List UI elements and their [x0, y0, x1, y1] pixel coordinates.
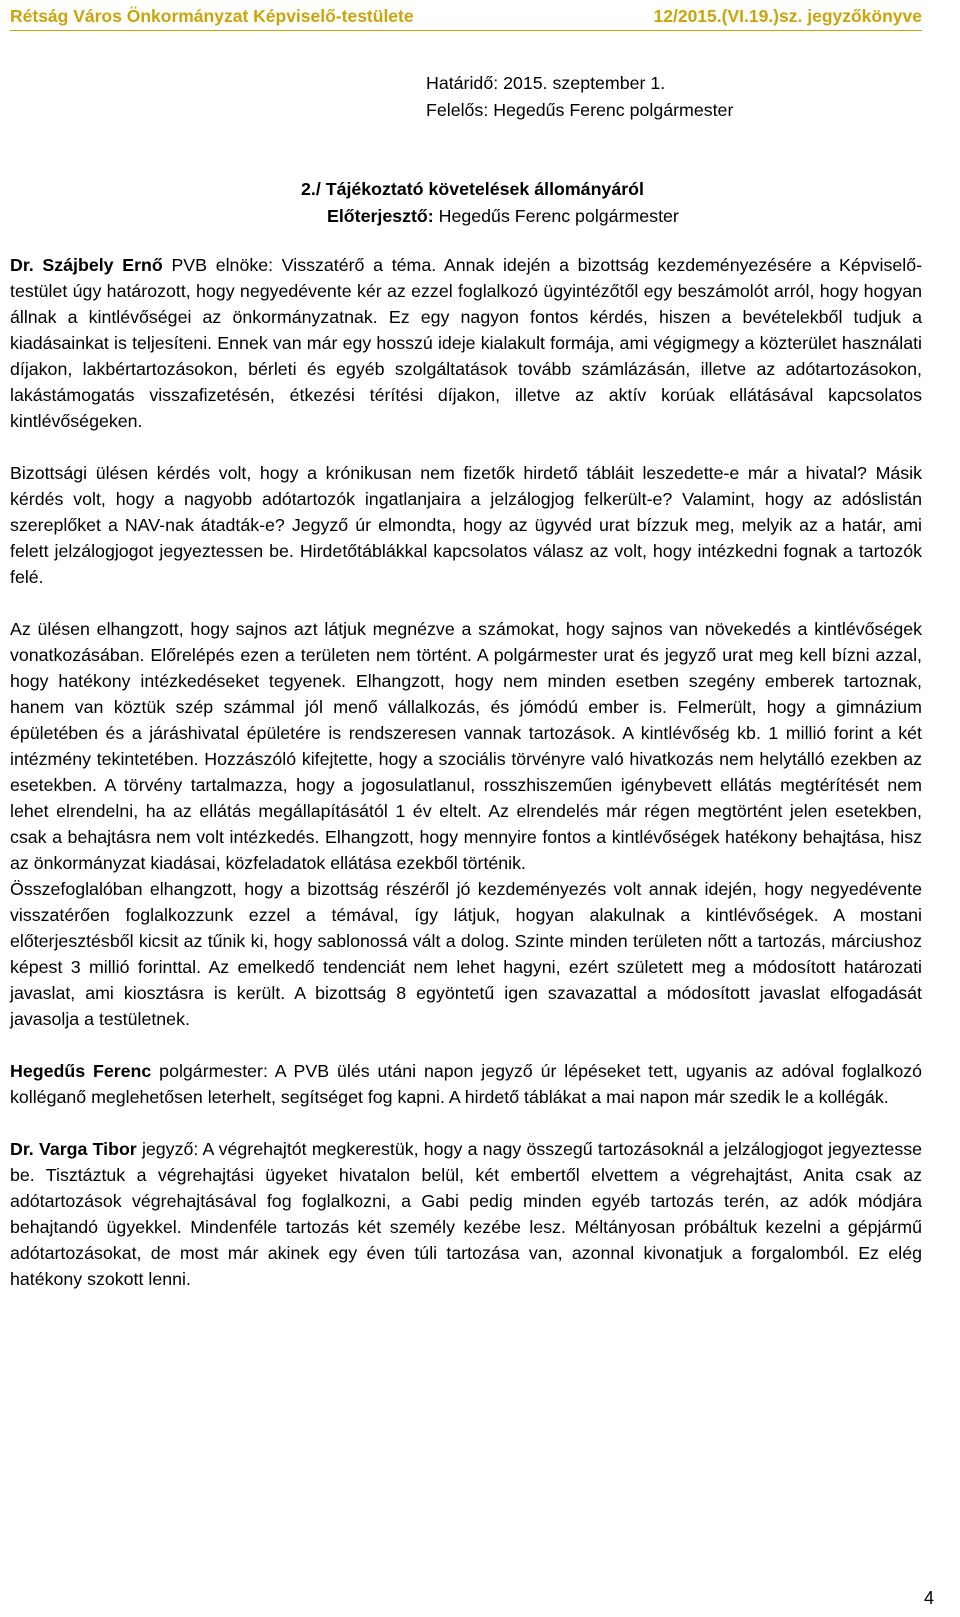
page-header — [10, 4, 922, 36]
header-divider — [10, 30, 922, 31]
paragraph-meeting-statements: Az ülésen elhangzott, hogy sajnos azt látjuk megnézve a számokat, hogy sajnos van növekedés a kintlévőségek vonatkozásában. Előrelépés ezen a területen nem történt. A polgármester urat és jegyző urat meg kell bízni azzal, hogy hatékony intézkedéseket tegyenek. Elhangzott, hogy nem minden esetben szegény emberek tartoznak, hanem van köztük szép számmal jól menő vállalkozás, és jómódú ember is. Felmerült, hogy a gimnázium épületében és a járáshivatal épületére is rendszeresen vannak tartozások. A kintlévőség kb. 1 millió forint a két intézmény tekintetében. Hozzászóló kifejtette, hogy a szociális törvényre való hivatkozás nem helytálló ezekben az esetekben. A törvény tartalmazza, hogy a jogosulatlanul, rosszhiszeműen igénybevett ellátás megtérítését nem lehet elrendelni, ha az ellátás megállapításától 1 év eltelt. Az elrendelés már régen megtörtént jelen esetekben, csak a behajtásra nem volt intézkedés. Elhangzott, hogy mennyire fontos a kintlévőségek hatékony behajtása, hisz az önkormányzat kiadásai, közfeladatok ellátása ezekből történik. — [10, 619, 922, 873]
resolution-responsible: Felelős: Hegedűs Ferenc polgármester — [426, 100, 734, 120]
paragraph-text: PVB elnöke: Visszatérő a téma. Annak idején a bizottság kezdeményezésére a Képviselő-testület úgy határozott, hogy negyedévente kér az ezzel foglalkozó ügyintézőtől egy beszámolót arról, hogy hogyan állnak a kintlévőségei az önkormányzatnak. Ez egy nagyon fontos kérdés, hiszen a bevételekből tudjuk a kiadásainkat is teljesíteni. Ennek van már egy hosszú ideje kialakult formája, ami végigmegy a közterület használati díjakon, lakbértartozásokon, bérleti és egyéb szolgáltatások tovább számlázásán, illetve az adótartozásokon, lakástámogatás visszafizetésén, étkezési térítési díjakon, illetve az aktív korúak ellátásával kapcsolatos kintlévőségeken. — [10, 255, 923, 431]
document-body — [10, 252, 922, 1292]
speaker-name: Dr. Varga Tibor — [10, 1139, 137, 1159]
header-record-number: 12/2015.(VI.19.)sz. jegyzőkönyve — [653, 6, 922, 26]
resolution-deadline: Határidő: 2015. szeptember 1. — [426, 73, 666, 93]
agenda-item-title: 2./ Tájékoztató követelések állományáról — [301, 179, 644, 199]
presenter-label: Előterjesztő: — [327, 206, 434, 226]
presenter-name: Hegedűs Ferenc polgármester — [433, 206, 679, 226]
header-title: Rétság Város Önkormányzat Képviselő-testülete — [10, 6, 414, 26]
paragraph-notary — [10, 1136, 922, 1292]
paragraph-committee-questions: Bizottsági ülésen kérdés volt, hogy a krónikusan nem fizetők hirdető tábláit leszedette-e már a hivatal? Másik kérdés volt, hogy a nagyobb adótartozók ingatlanjaira a jelzálogjog felkerült-e? Valamint, hogy az adóslistán szereplőket a NAV-nak átadták-e? Jegyző úr elmondta, hogy az ügyvéd urat bízzuk meg, melyik az a határ, ami felett jelzálogjogot jegyeztessen be. Hirdetőtáblákkal kapcsolatos válasz az volt, hogy intézkedni fognak a tartozók felé. — [10, 463, 922, 587]
paragraph-text: polgármester: A PVB ülés utáni napon jegyző úr lépéseket tett, ugyanis az adóval foglalkozó kolléganő meglehetősen leterhelt, segítséget fog kapni. A hirdető táblákat a mai napon már szedik le a kollégák. — [10, 1061, 923, 1107]
page-number: 4 — [923, 1588, 934, 1608]
paragraph-text: jegyző: A végrehajtót megkerestük, hogy a nagy összegű tartozásoknál a jelzálogjogot jegyeztesse be. Tisztáztuk a végrehajtási ügyeket hivatalon belül, két embertől elvettem a végrehajtást, Anita csak az adótartozások végrehajtásával fog foglalkozni, a Gabi pedig minden egyéb tartozás terén, az adók módjára behajtandó ügyekkel. Mindenféle tartozás két személy kezébe lesz. Méltányosan próbáltuk kezelni a gépjármű adótartozásokat, de most már akinek egy éven túli tartozása van, azonnal kivonatjuk a forgalomból. Ez elég hatékony szokott lenni. — [10, 1139, 922, 1289]
speaker-name: Hegedűs Ferenc — [10, 1061, 152, 1081]
paragraph-mayor — [10, 1058, 922, 1110]
paragraph-pvb-chair — [10, 252, 922, 434]
speaker-name: Dr. Szájbely Ernő — [10, 255, 163, 275]
agenda-item-presenter — [327, 203, 679, 229]
paragraph-summary: Összefoglalóban elhangzott, hogy a bizottság részéről jó kezdeményezés volt annak idején, hogy negyedévente visszatérően foglalkozzunk ezzel a témával, így látjuk, hogyan alakulnak a kintlévőségek. A mostani előterjesztésből kicsit az tűnik ki, hogy sablonossá vált a dolog. Szinte minden területen nőtt a tartozás, márciushoz képest 3 millió forinttal. Az emelkedő tendenciát nem lehet hagyni, ezért született meg a módosított határozati javaslat, ami kiosztásra is került. A bizottság 8 egyöntetű igen szavazattal a módosított javaslat elfogadását javasolja a testületnek. — [10, 879, 922, 1029]
